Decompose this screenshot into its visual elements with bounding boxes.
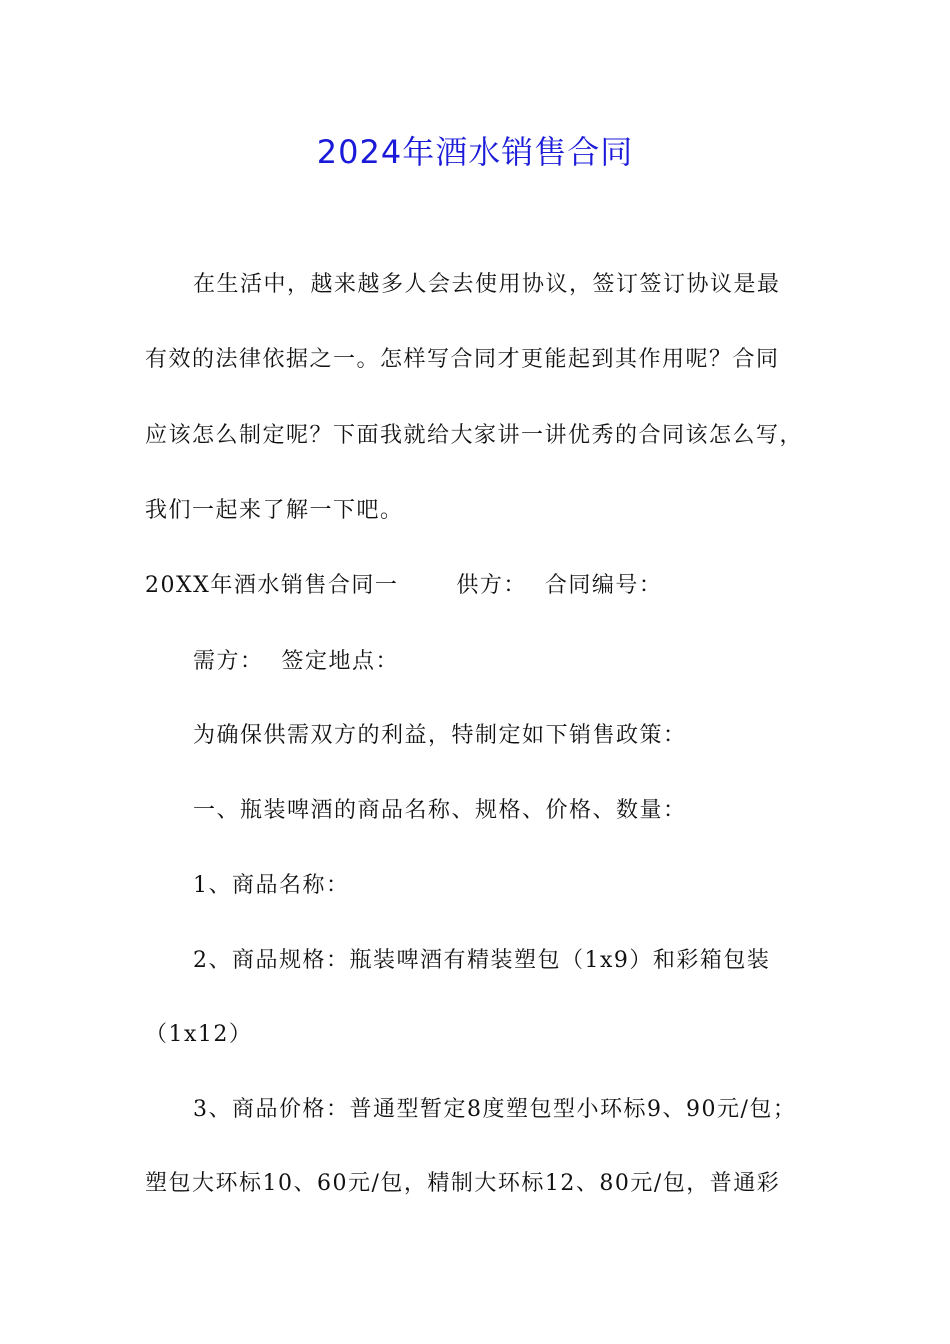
document-title: 2024年酒水销售合同 xyxy=(316,133,634,171)
item-3-price-line-1: 3、商品价格：普通型暂定8度塑包型小环标9、90元/包； xyxy=(193,1097,797,1122)
contract-heading-line xyxy=(145,570,662,602)
item-2-spec-line-2: （1x12） xyxy=(145,1022,253,1047)
item-3-price-line-2: 塑包大环标10、60元/包，精制大环标12、80元/包，普通彩 xyxy=(145,1171,781,1196)
buyer-label: 需方： xyxy=(193,649,264,674)
section-1-heading: 一、瓶装啤酒的商品名称、规格、价格、数量： xyxy=(193,798,687,823)
item-1-product-name: 1、商品名称： xyxy=(193,873,350,898)
intro-line-1: 在生活中，越来越多人会去使用协议，签订签订协议是最 xyxy=(193,272,781,297)
buyer-line xyxy=(193,646,399,678)
item-2-spec-line-1: 2、商品规格：瓶装啤酒有精装塑包（1x9）和彩箱包装 xyxy=(193,948,771,973)
supplier-label: 供方： xyxy=(456,573,527,598)
policy-intro: 为确保供需双方的利益，特制定如下销售政策： xyxy=(193,723,687,748)
intro-line-2: 有效的法律依据之一。怎样写合同才更能起到其作用呢？合同 xyxy=(145,347,780,372)
intro-line-4: 我们一起来了解一下吧。 xyxy=(145,498,404,523)
intro-line-3: 应该怎么制定呢？下面我就给大家讲一讲优秀的合同该怎么写， xyxy=(145,423,804,448)
sign-place-label: 签定地点： xyxy=(281,649,400,674)
contract-number-label: 合同编号： xyxy=(544,573,663,598)
contract-heading: 20XX年酒水销售合同一 xyxy=(145,573,399,598)
